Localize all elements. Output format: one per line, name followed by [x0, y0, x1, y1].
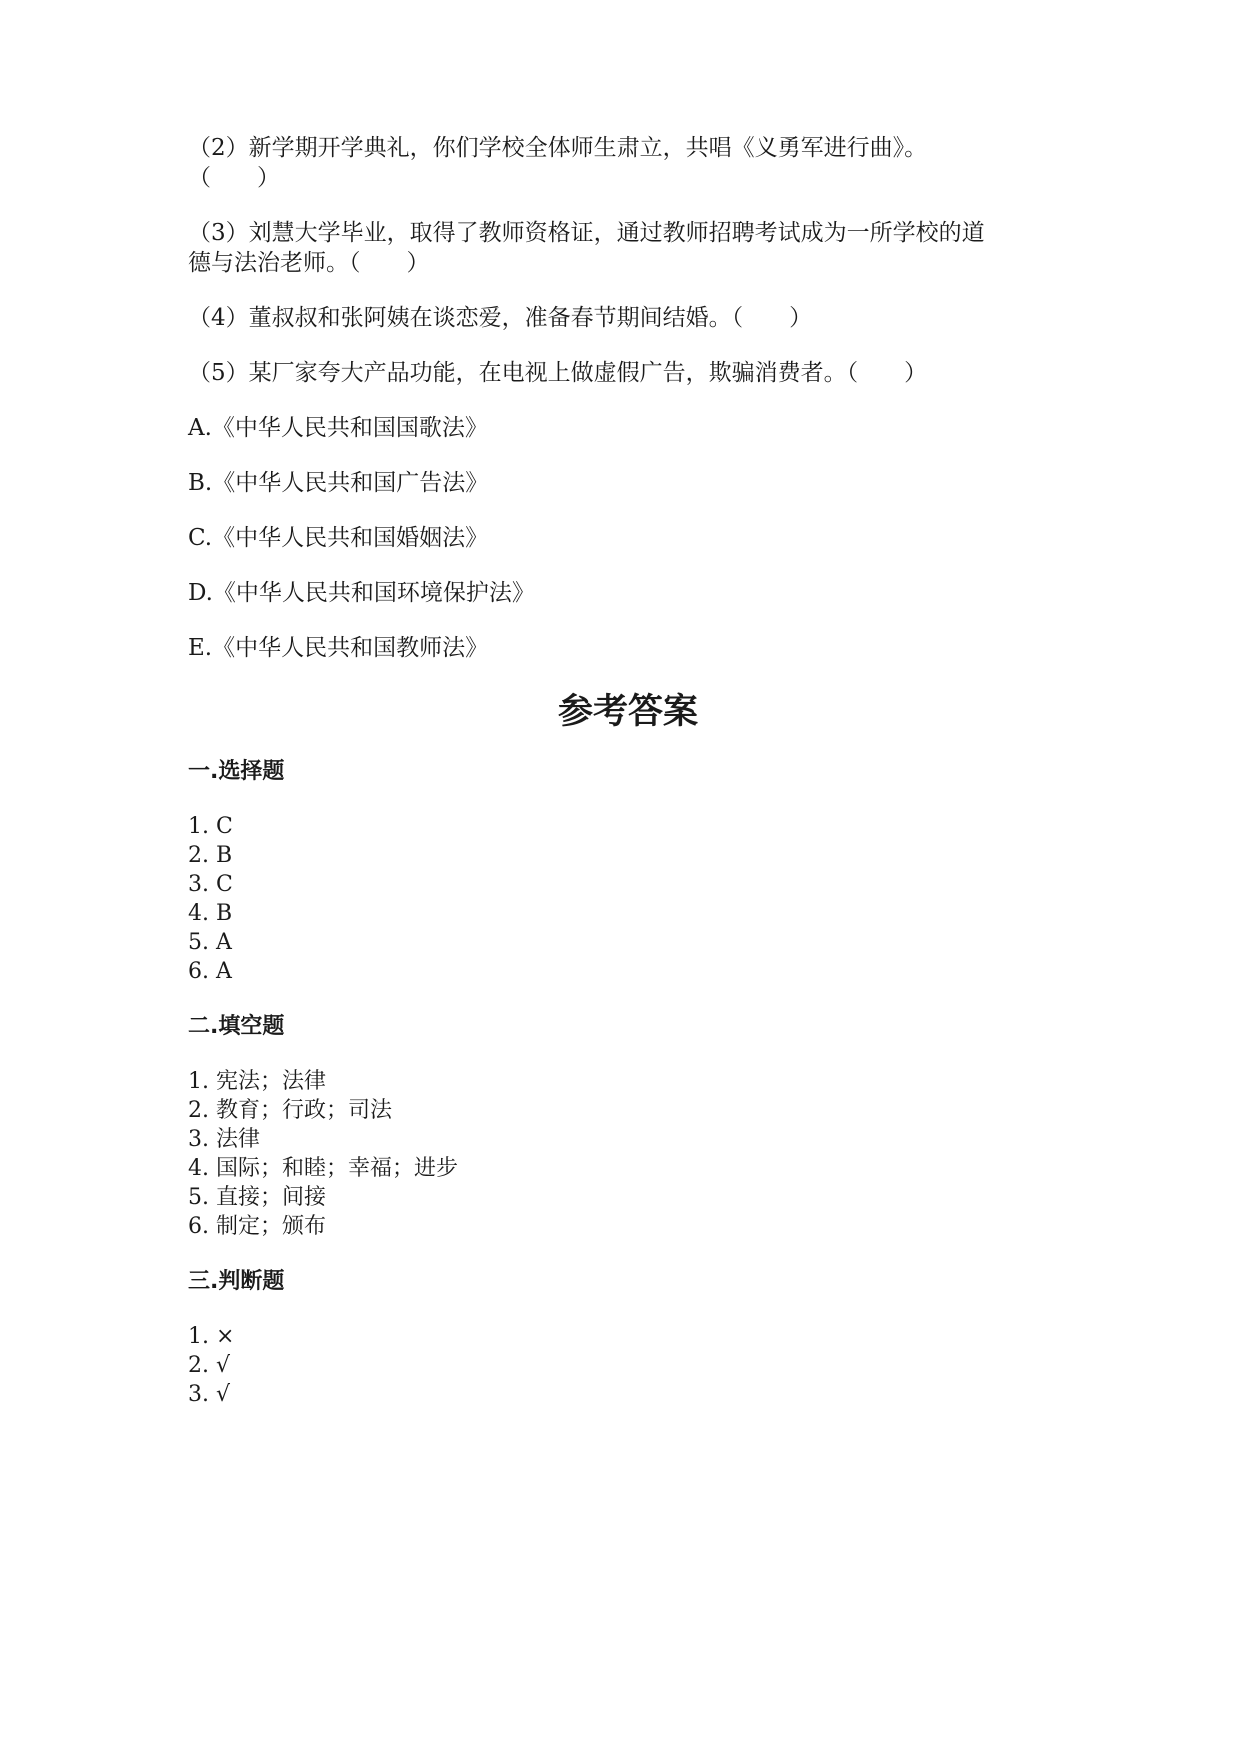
answer-item: 1. C: [188, 814, 233, 839]
answer-item: 6. 制定；颁布: [188, 1214, 326, 1239]
answer-item: 2. 教育；行政；司法: [188, 1098, 392, 1123]
question-2-line-2: （ ）: [188, 165, 280, 191]
section-heading-true-false: 三.判断题: [188, 1269, 285, 1294]
section-heading-choice: 一.选择题: [188, 759, 285, 784]
answer-item: 6. A: [188, 959, 232, 984]
section-heading-fill-in: 二.填空题: [188, 1014, 285, 1039]
answer-item: 3. √: [188, 1382, 231, 1407]
answer-item: 3. C: [188, 872, 233, 897]
answer-item: 2. B: [188, 843, 233, 868]
question-3-line-1: （3）刘慧大学毕业，取得了教师资格证，通过教师招聘考试成为一所学校的道: [188, 220, 985, 246]
answer-item: 3. 法律: [188, 1127, 260, 1152]
answer-item: 4. 国际；和睦；幸福；进步: [188, 1156, 458, 1181]
option-d: D.《中华人民共和国环境保护法》: [188, 580, 535, 606]
answer-item: 1. ×: [188, 1324, 235, 1349]
answer-item: 5. 直接；间接: [188, 1185, 326, 1210]
answer-item: 4. B: [188, 901, 233, 926]
answer-item: 5. A: [188, 930, 232, 955]
option-b: B.《中华人民共和国广告法》: [188, 470, 489, 496]
option-e: E.《中华人民共和国教师法》: [188, 635, 489, 661]
document-page: [188, 0, 1068, 1755]
answer-item: 1. 宪法；法律: [188, 1069, 326, 1094]
question-5: （5）某厂家夸大产品功能，在电视上做虚假广告，欺骗消费者。（ ）: [188, 360, 928, 386]
option-a: A.《中华人民共和国国歌法》: [188, 415, 488, 441]
question-3-line-2: 德与法治老师。（ ）: [188, 250, 430, 276]
question-4: （4）董叔叔和张阿姨在谈恋爱，准备春节期间结婚。（ ）: [188, 305, 813, 331]
option-c: C.《中华人民共和国婚姻法》: [188, 525, 489, 551]
answer-item: 2. √: [188, 1353, 231, 1378]
question-2-line-1: （2）新学期开学典礼，你们学校全体师生肃立，共唱《义勇军进行曲》。: [188, 135, 928, 161]
answer-key-title: 参考答案: [557, 692, 698, 732]
